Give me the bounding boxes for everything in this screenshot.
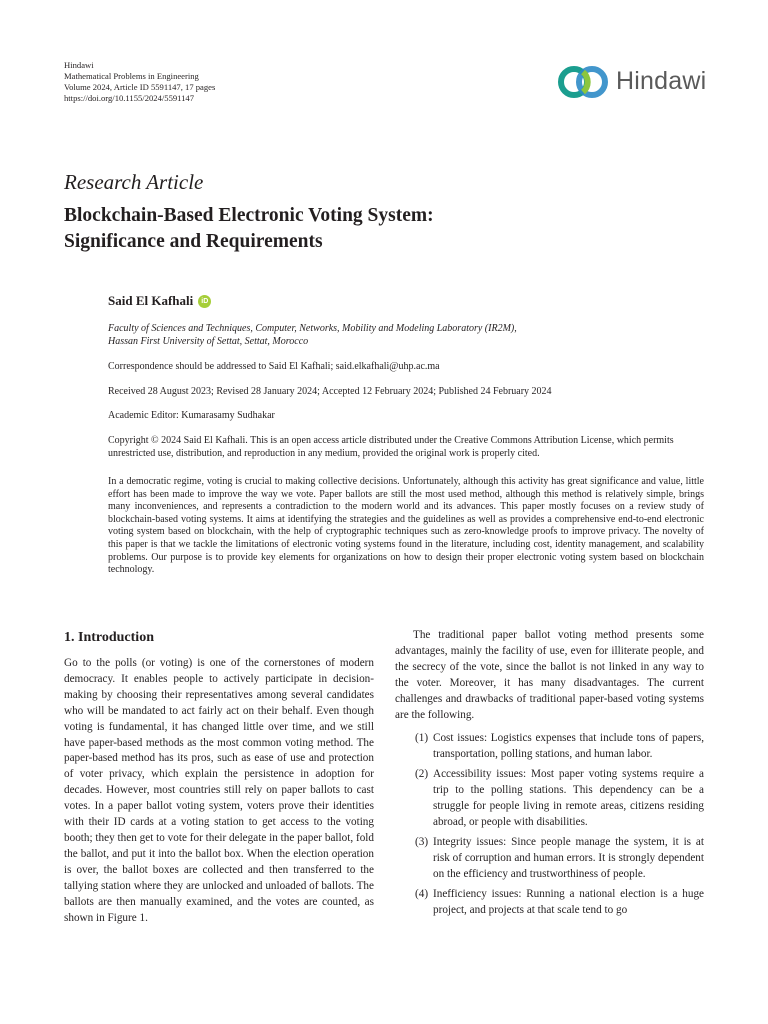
- issues-list: [395, 731, 704, 918]
- list-item: [395, 767, 704, 831]
- list-item-number: (2): [415, 768, 429, 781]
- hindawi-logo-text: Hindawi: [616, 67, 707, 95]
- list-item-text: Cost issues: Logistics expenses that include tons of papers, transportation, polling stations, and human labor.: [433, 732, 704, 761]
- introduction-left-column: [64, 656, 374, 926]
- hindawi-logo: [556, 64, 716, 100]
- paper-ballot-paragraph: The traditional paper ballot voting method presents some advantages, mainly the facility of use, even for illiterate people, and the secrecy of the vote, since the ballot is not linked in any way to the voter. Moreover, it has many disadvantages. The current challenges and drawbacks of traditional paper-based voting systems are the following.: [395, 629, 704, 721]
- hindawi-logo-icon: [556, 64, 612, 100]
- affiliation: [108, 322, 708, 348]
- list-item-number: (1): [415, 732, 429, 745]
- publisher-name: Hindawi: [64, 60, 94, 70]
- affiliation-line-2: Hassan First University of Settat, Settat, Morocco: [108, 336, 309, 347]
- affiliation-line-1: Faculty of Sciences and Techniques, Computer, Networks, Mobility and Modeling Laboratory (IR2M),: [108, 323, 517, 334]
- academic-editor: Academic Editor: Kumarasamy Sudhakar: [108, 410, 275, 421]
- journal-name: Mathematical Problems in Engineering: [64, 71, 199, 81]
- publication-dates: Received 28 August 2023; Revised 28 January 2024; Accepted 12 February 2024; Published 24 February 2024: [108, 386, 552, 397]
- journal-info: [64, 60, 215, 104]
- introduction-paragraph: Go to the polls (or voting) is one of the cornerstones of modern democracy. It enables people to actively participate in decision-making by choosing their representatives among several candidates who will be mandated to act fairly act on their behalf. Even though voting is fundamental, it has changed little over time, and we still have paper-based methods as the most common voting method. The paper-based method has its pros, such as ease of use and protection of voter privacy, which explain the persistence in adoption for decades. However, most countries still rely on paper ballots to cast votes. In a paper ballot voting system, voters prove their identities with their ID cards at a voting station to get access to the voting booth; they then get to vote for their delegate in the paper ballot, fold the ballot, and put it into the ballot box. When the election operation is over, the ballot boxes are collected and then transferred to the tallying station where they are unlocked and unloaded of ballots. The ballots are then manually examined, and the votes are counted, as shown in Figure 1.: [64, 657, 374, 924]
- correspondence: Correspondence should be addressed to Said El Kafhali; said.elkafhali@uhp.ac.ma: [108, 361, 440, 372]
- list-item-text: Integrity issues: Since people manage the system, it is at risk of corruption and human errors. It is strongly dependent on the efficiency and trustworthiness of people.: [433, 835, 704, 880]
- volume-line: Volume 2024, Article ID 5591147, 17 pages: [64, 82, 216, 92]
- list-item-text: Accessibility issues: Most paper voting systems require a trip to the polling stations. This dependency can be a struggle for people living in remote areas, citizens residing abroad, or people with disabilities.: [433, 768, 704, 828]
- title-line-1: Blockchain-Based Electronic Voting System:: [64, 205, 434, 226]
- orcid-icon[interactable]: iD: [198, 295, 211, 308]
- list-item-number: (4): [415, 887, 429, 900]
- article-type: Research Article: [64, 170, 204, 194]
- abstract: In a democratic regime, voting is crucial to making collective decisions. Unfortunately, although this activity has great significance and value, little effort has been made to improve the way we vote. Paper ballots are still the most used method, although this method is relatively simple, brings many inconveniences, and represents a contradiction to the modern world and its advances. This paper mostly focuses on a review study of blockchain-based voting systems. It aims at identifying the strategies and the guidelines as well as provides a comprehensive end-to-end electronic voting system based on blockchain, with the help of cryptographic techniques such as zero-knowledge proofs to improve privacy. The novelty of this paper is that we tackle the limitations of electronic voting systems found in the literature, including cost, identity management, and scalability problems. Our purpose is to provide key elements for organizations on how to design their proper electronic voting system based on blockchain technology.: [108, 476, 704, 576]
- list-item: [395, 835, 704, 883]
- introduction-right-column: [395, 628, 704, 922]
- list-item-text: Inefficiency issues: Running a national election is a huge project, and projects at that scale tend to go: [433, 887, 704, 916]
- list-item: [395, 887, 704, 919]
- author-name[interactable]: Said El Kafhali: [108, 293, 194, 308]
- copyright-notice: Copyright © 2024 Said El Kafhali. This is an open access article distributed under the Creative Commons Attribution License, which permits unrestricted use, distribution, and reproduction in any medium, provided the original work is properly cited.: [108, 435, 674, 459]
- author: [108, 293, 211, 309]
- doi-link[interactable]: https://doi.org/10.1155/2024/5591147: [64, 93, 195, 103]
- list-item-number: (3): [415, 835, 429, 848]
- paper-title: [64, 203, 684, 255]
- title-line-2: Significance and Requirements: [64, 231, 323, 252]
- introduction-heading: 1. Introduction: [64, 630, 154, 645]
- list-item: [395, 731, 704, 763]
